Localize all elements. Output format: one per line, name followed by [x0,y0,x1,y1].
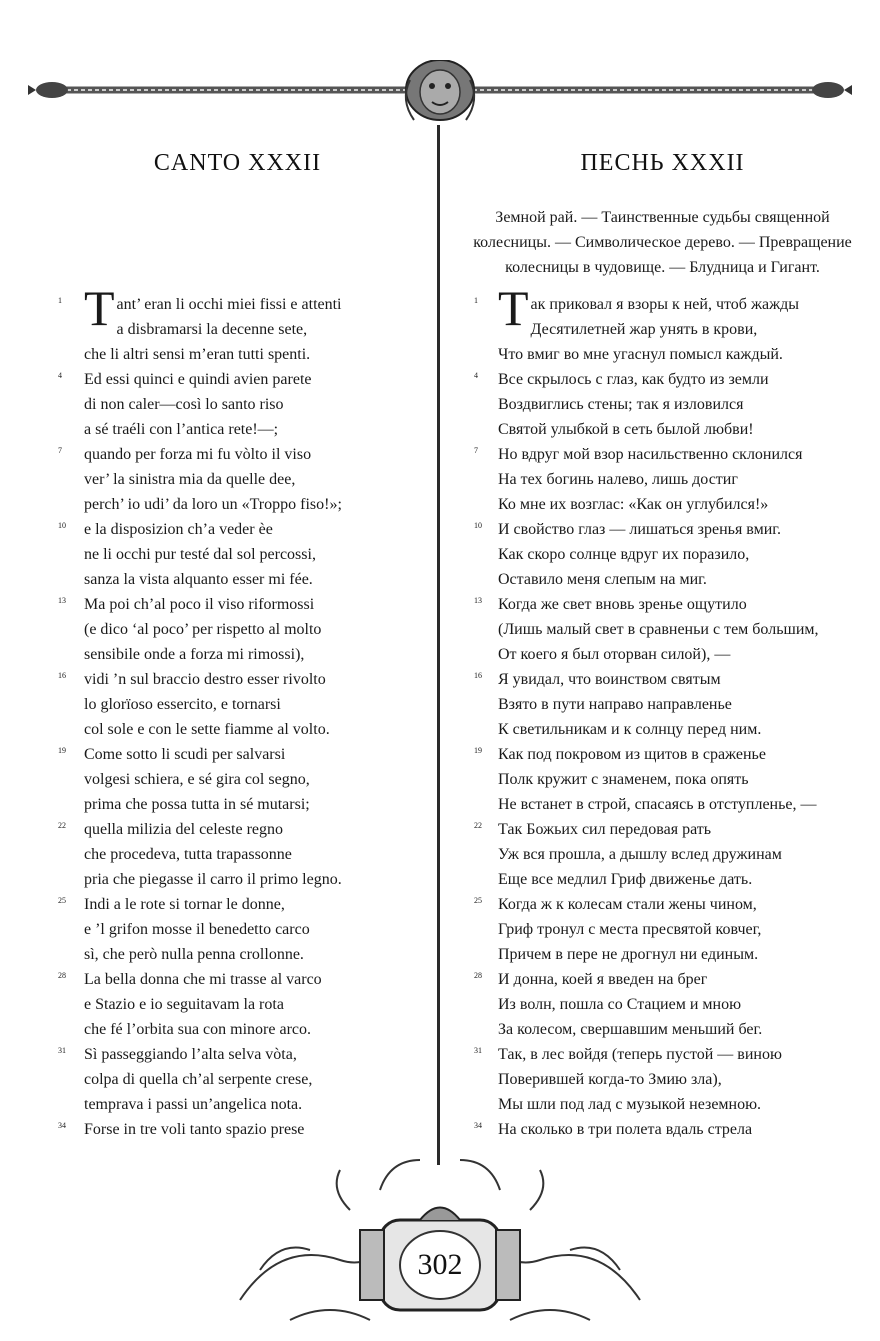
verse-line [470,917,855,942]
verse-line [470,442,855,467]
verse-line [50,692,425,717]
verse-text: Не встанет в строй, спасаясь в отступленье, — [498,796,817,813]
verse-line [50,342,425,367]
verse-text: prima che possa tutta in sé mutarsi; [84,796,310,813]
verse-line [50,942,425,967]
line-number: 16 [58,671,66,680]
verse-line [470,1017,855,1042]
verse-line [470,667,855,692]
verse-line [50,417,425,442]
verse-line [50,867,425,892]
verse-line [470,792,855,817]
verse-text: Все скрылось с глаз, как будто из земли [498,371,769,388]
line-number: 28 [474,971,482,980]
verse-line [470,467,855,492]
verse-text: volgesi schiera, e sé gira col segno, [84,771,310,788]
line-number: 4 [474,371,478,380]
line-number: 7 [58,446,62,455]
verse-line [50,892,425,917]
canto-title-italian: CANTO XXXII [153,150,322,176]
summary-line: Земной рай. — Таинственные судьбы священной [495,209,830,226]
verse-line [470,842,855,867]
verse-text: a sé traéli con l’antica rete!—; [84,421,279,438]
verse-line [470,417,855,442]
verse-line [50,717,425,742]
verse-text: colpa di quella ch’al serpente crese, [84,1071,313,1088]
verse-text: Мы шли под лад с музыкой неземною. [498,1096,762,1113]
russian-verse-list [470,280,855,1142]
line-number: 31 [474,1046,482,1055]
verse-text: На тех богинь налево, лишь достиг [498,471,738,488]
top-ornament [0,60,880,140]
line-number: 22 [58,821,66,830]
verse-text: Поверившей когда-то Змию зла), [498,1071,722,1088]
verse-text: Взято в пути направо направленье [498,696,732,713]
verse-text: Оставило меня слепым на миг. [498,571,707,588]
summary-line: колесницы. — Символическое дерево. — Превращение [473,234,852,251]
verse-line [50,317,425,342]
verse-text: pria che piegasse il carro il primo legno. [84,871,342,888]
verse-text: Когда ж к колесам стали жены чином, [498,896,757,913]
verse-text: Полк кружит с знаменем, пока опять [498,771,749,788]
verse-text: che procedeva, tutta trapassonne [84,846,292,863]
verse-line [470,517,855,542]
verse-text: a disbramarsi la decenne sete, [116,321,308,338]
line-number: 13 [474,596,482,605]
verse-line [470,367,855,392]
verse-line [50,842,425,867]
line-number: 22 [474,821,482,830]
verse-text: Come sotto li scudi per salvarsi [84,746,286,763]
verse-text: Forse in tre voli tanto spazio prese [84,1121,305,1138]
verse-text: ver’ la sinistra mia da quelle dee, [84,471,296,488]
verse-text: Святой улыбкой в сеть былой любви! [498,421,754,438]
line-number: 4 [58,371,62,380]
verse-line [50,1042,425,1067]
verse-text: quando per forza mi fu vòlto il viso [84,446,312,463]
canto-title-russian: ПЕСНЬ XXXII [580,150,745,176]
verse-line [470,1117,855,1142]
line-number: 31 [58,1046,66,1055]
line-number: 7 [474,446,478,455]
verse-text: И свойство глаз — лишаться зренья вмиг. [498,521,782,538]
verse-line [50,517,425,542]
verse-line [50,792,425,817]
line-number: 16 [474,671,482,680]
verse-line [50,392,425,417]
line-number: 34 [58,1121,66,1130]
line-number: 34 [474,1121,482,1130]
verse-line [50,992,425,1017]
verse-text: perch’ io udi’ da loro un «Troppo fiso!»; [84,496,342,513]
verse-line [50,467,425,492]
verse-text: col sole e con le sette fiamme al volto. [84,721,330,738]
verse-line [50,592,425,617]
verse-line [50,967,425,992]
verse-text: За колесом, свершавшим меньший бег. [498,1021,763,1038]
verse-line [470,892,855,917]
verse-text: sensibile onde a forza mi rimossi), [84,646,305,663]
summary-line: колесницы в чудовище. — Блудница и Гигант. [505,259,820,276]
page-number: 302 [417,1248,463,1281]
canto-summary [470,205,855,280]
verse-text: Sì passeggiando l’alta selva vòta, [84,1046,297,1063]
verse-text: Когда же свет вновь зренье ощутило [498,596,747,613]
italian-verse-list [50,280,425,1142]
verse-text: (e dico ‘al poco’ per rispetto al molto [84,621,322,638]
verse-text: Но вдруг мой взор насильственно склонился [498,446,803,463]
verse-line [50,1067,425,1092]
verse-text: La bella donna che mi trasse al varco [84,971,322,988]
verse-line [470,642,855,667]
line-number: 1 [474,296,478,305]
verse-text: К светильникам и к солнцу перед ним. [498,721,762,738]
verse-text: sì, che però nulla penna crollonne. [84,946,304,963]
verse-line [470,867,855,892]
verse-line [470,392,855,417]
verse-text: e Stazio e io seguitavam la rota [84,996,284,1013]
verse-text: На сколько в три полета вдаль стрела [498,1121,753,1138]
line-number: 1 [58,296,62,305]
verse-line [50,767,425,792]
verse-line [50,542,425,567]
verse-line [470,342,855,367]
verse-text: ant’ eran li occhi miei fissi e attenti [116,296,342,313]
verse-text: che li altri sensi m’eran tutti spenti. [84,346,311,363]
verse-line [470,542,855,567]
verse-text: Я увидал, что воинством святым [498,671,721,688]
verse-line [470,617,855,642]
verse-line [470,817,855,842]
verse-line [50,617,425,642]
drop-cap: Т [498,280,529,336]
verse-text: От коего я был оторван силой), — [498,646,731,663]
verse-line [470,1042,855,1067]
verse-text: Ed essi quinci e quindi avien parete [84,371,312,388]
line-number: 25 [58,896,66,905]
verse-line [470,992,855,1017]
verse-text: Так Божьих сил передовая рать [498,821,712,838]
verse-line [470,942,855,967]
verse-text: Indi a le rote si tornar le donne, [84,896,285,913]
verse-text: Из волн, пошла со Стацием и мною [498,996,742,1013]
verse-text: Гриф тронул с места пресвятой ковчег, [498,921,762,938]
verse-line [470,317,855,342]
verse-line [470,592,855,617]
verse-text: che fé l’orbita sua con minore arco. [84,1021,312,1038]
verse-text: ак приковал я взоры к ней, чтоб жажды [530,296,800,313]
lion-mask-icon [406,60,474,120]
drop-cap: T [84,280,115,336]
line-number: 28 [58,971,66,980]
verse-line [470,1067,855,1092]
verse-text: e la disposizion ch’a veder èe [84,521,273,538]
verse-line [50,567,425,592]
verse-line [50,817,425,842]
verse-line [470,742,855,767]
verse-line [50,367,425,392]
verse-text: e ’l grifon mosse il benedetto carco [84,921,310,938]
verse-text: temprava i passi un’angelica nota. [84,1096,303,1113]
verse-line [470,967,855,992]
line-number: 19 [58,746,66,755]
line-number: 13 [58,596,66,605]
verse-text: vidi ’n sul braccio destro esser rivolto [84,671,326,688]
verse-line [470,567,855,592]
line-number: 25 [474,896,482,905]
verse-text: Так, в лес войдя (теперь пустой — виною [498,1046,782,1063]
verse-text: sanza la vista alquanto esser mi fée. [84,571,313,588]
bottom-cartouche-ornament [230,1150,650,1340]
verse-text: lo glorïoso essercito, e tornarsi [84,696,281,713]
verse-text: И донна, коей я введен на брег [498,971,708,988]
verse-line [470,1092,855,1117]
verse-line [50,1092,425,1117]
verse-line [470,492,855,517]
line-number: 10 [58,521,66,530]
verse-line [470,692,855,717]
verse-text: Уж вся прошла, а дышлу вслед дружинам [498,846,782,863]
verse-line [50,1117,425,1142]
verse-text: Десятилетней жар унять в крови, [530,321,758,338]
line-number: 19 [474,746,482,755]
line-number: 10 [474,521,482,530]
verse-line [470,767,855,792]
verse-text: Ma poi ch’al poco il viso riformossi [84,596,315,613]
verse-text: quella milizia del celeste regno [84,821,284,838]
verse-text: Воздвиглись стены; так я изловился [498,396,744,413]
verse-line [50,492,425,517]
verse-text: Причем в пере не дрогнул ни единым. [498,946,759,963]
verse-text: Еще все медлил Гриф движенье дать. [498,871,753,888]
verse-line [470,717,855,742]
verse-line [50,642,425,667]
verse-line [50,917,425,942]
verse-text: Как скоро солнце вдруг их поразило, [498,546,750,563]
verse-text: Ко мне их возглас: «Как он углубился!» [498,496,769,513]
verse-line [50,1017,425,1042]
verse-text: di non caler—così lo santo riso [84,396,284,413]
verse-line [50,442,425,467]
verse-line [50,742,425,767]
verse-text: ne li occhi pur testé dal sol percossi, [84,546,316,563]
verse-text: Как под покровом из щитов в сраженье [498,746,766,763]
verse-text: (Лишь малый свет в сравненьи с тем большим, [498,621,819,638]
verse-text: Что вмиг во мне угаснул помысл каждый. [498,346,783,363]
verse-line [50,667,425,692]
center-divider-rule [437,125,440,1165]
